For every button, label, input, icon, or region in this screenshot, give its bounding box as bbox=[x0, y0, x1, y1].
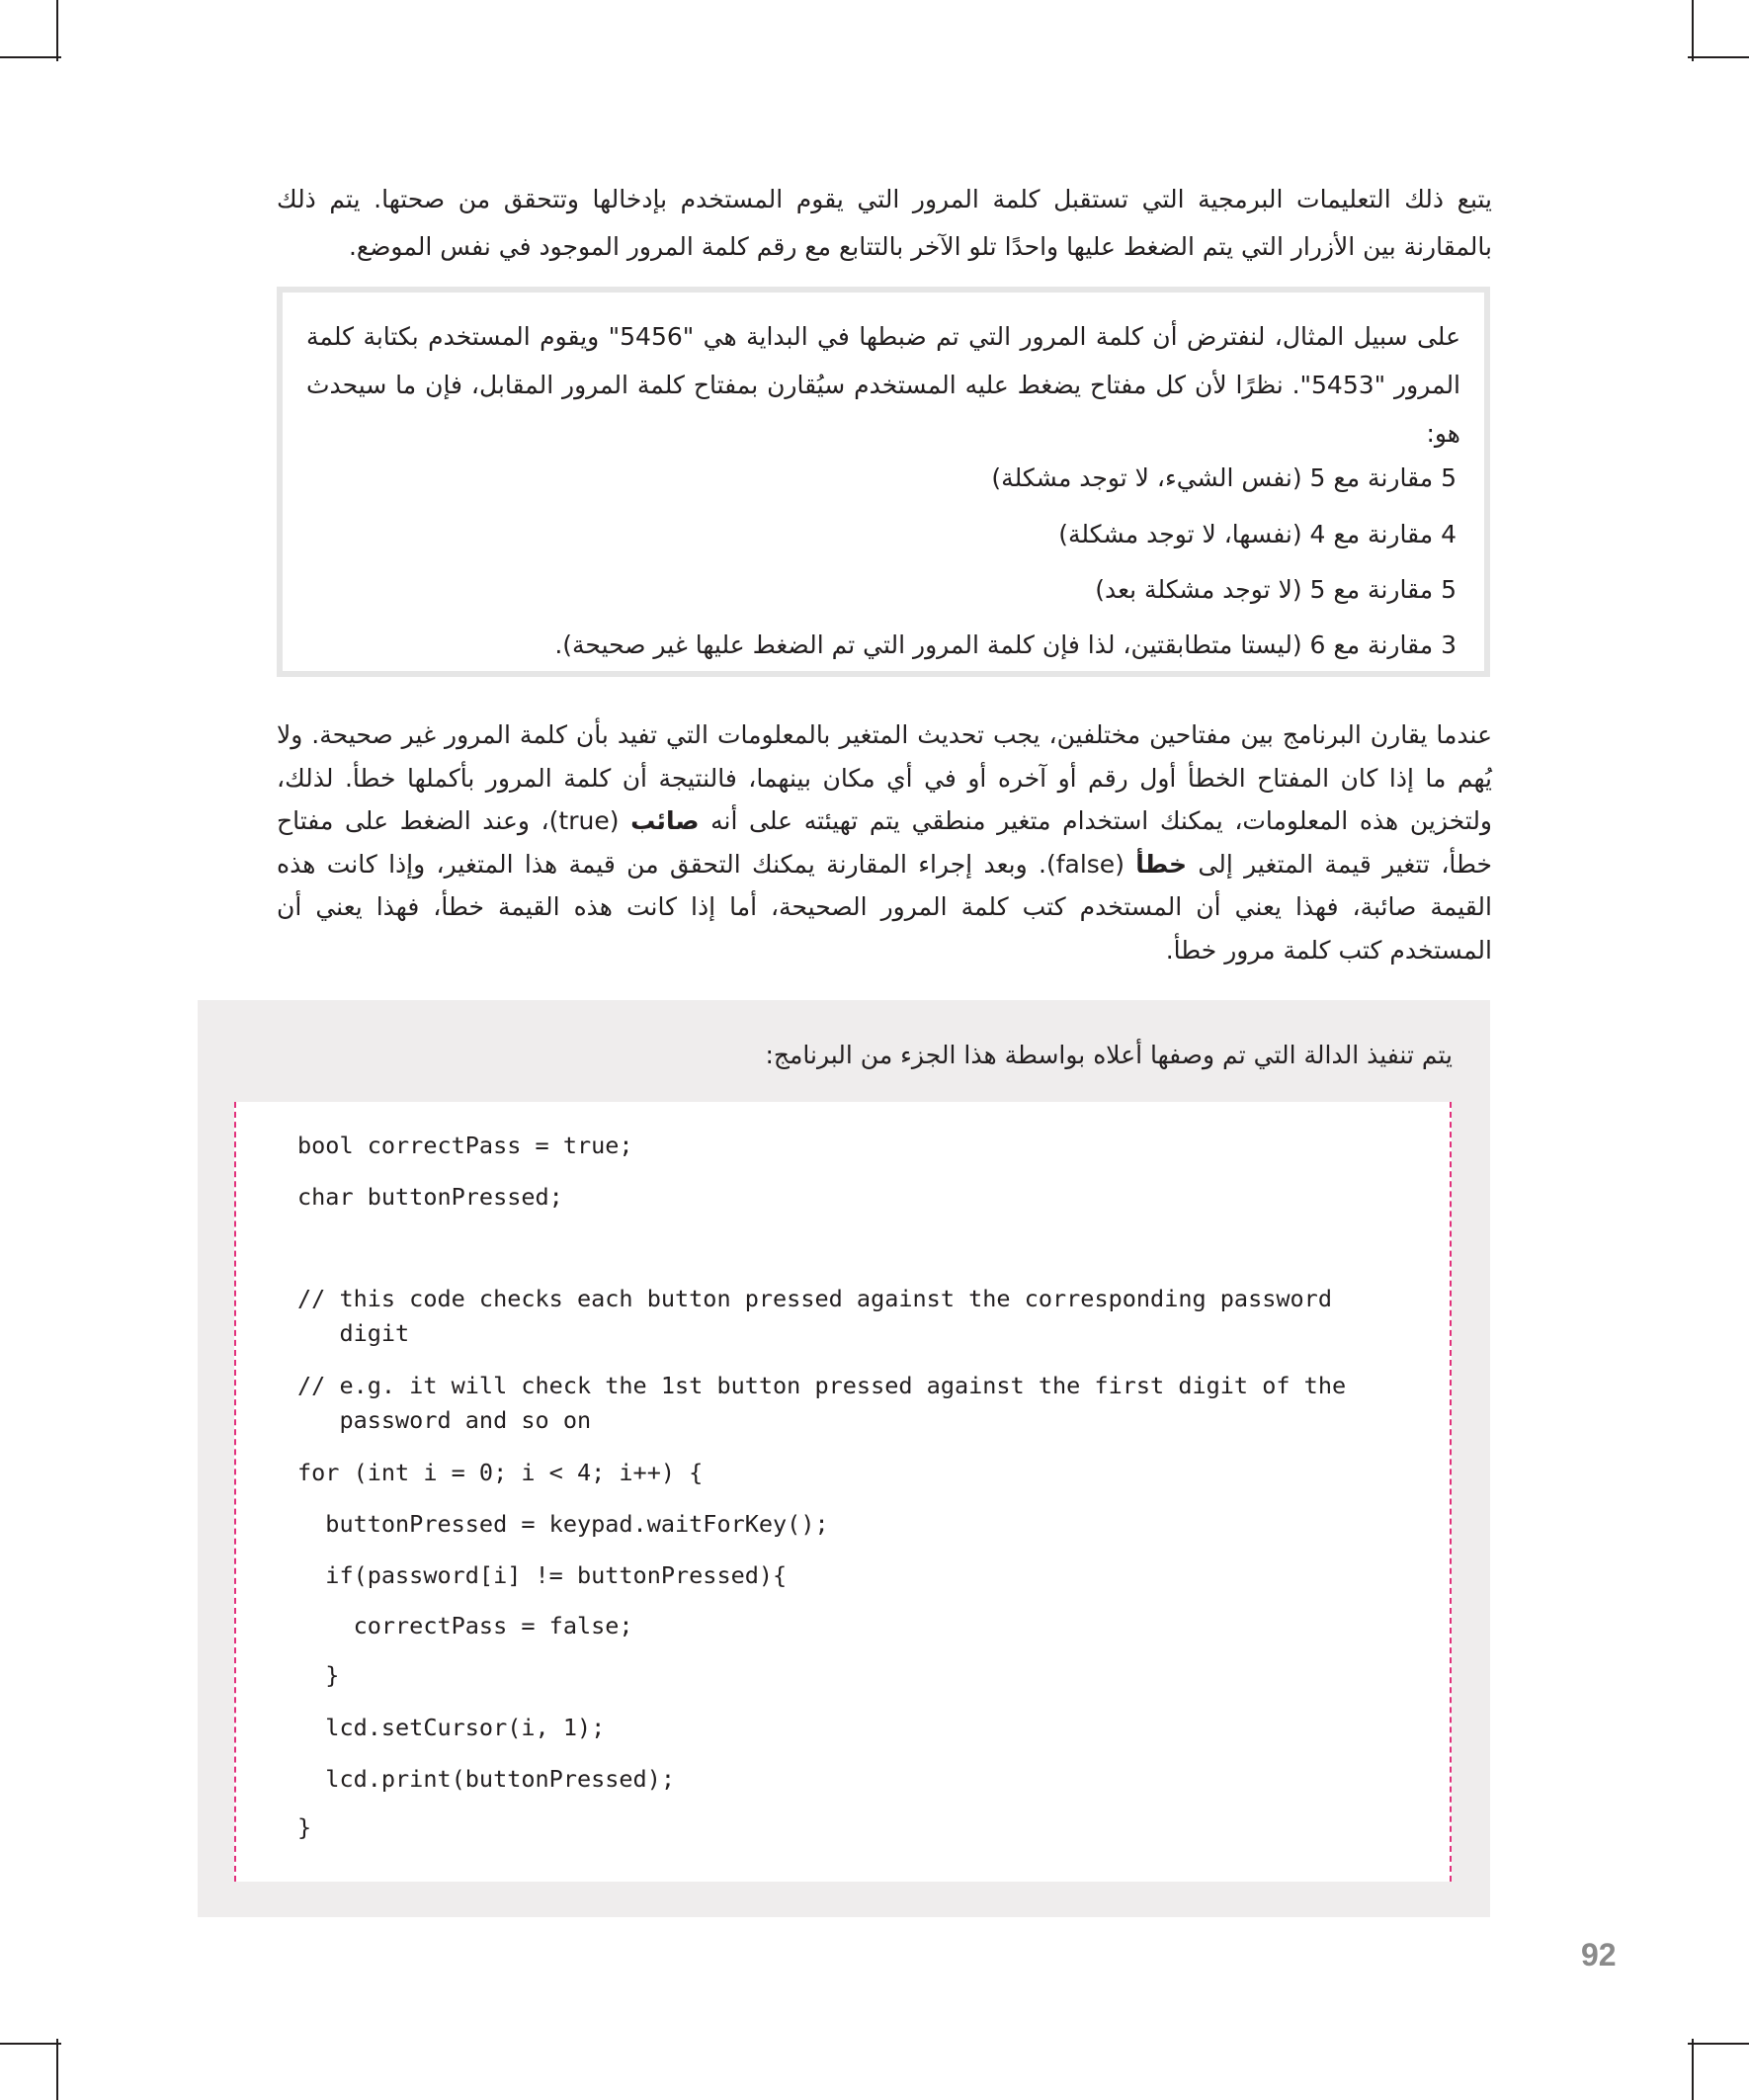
false-code: (false) bbox=[1045, 849, 1136, 879]
code-line: bool correctPass = true; bbox=[297, 1132, 633, 1159]
code-line: lcd.setCursor(i, 1); bbox=[297, 1714, 606, 1741]
code-block bbox=[234, 1102, 1452, 1882]
true-term: صائب bbox=[630, 806, 700, 835]
paragraph-text: ، وعند الضغط على مفتاح خطأ، تتغير قيمة المتغير إلى bbox=[277, 806, 1492, 879]
crop-mark bbox=[1692, 2039, 1694, 2100]
example-intro: على سبيل المثال، لنفترض أن كلمة المرور التي تم ضبطها في البداية هي "5456" ويقوم المستخدم بكتابة كلمة المرور "5453". نظرًا لأن كل مفتاح يضغط عليه المستخدم سيُقارن بمفتاح كلمة المرور المقابل، فإن ما سيحدث هو: bbox=[306, 322, 1461, 448]
example-line: 3 مقارنة مع 6 (ليستا متطابقتين، لذا فإن كلمة المرور التي تم الضغط عليها غير صحيحة). bbox=[554, 630, 1457, 659]
paragraph-text: . وبعد إجراء المقارنة يمكنك التحقق من قيمة هذا المتغير، وإذا كانت هذه القيمة صائبة، فهذا يعني أن المستخدم كتب كلمة المرور الصحيحة، أما إذا كانت هذه القيمة خطأ، فهذا يعني أن المستخدم كتب كلمة مرور خطأ. bbox=[277, 849, 1492, 965]
code-line: if(password[i] != buttonPressed){ bbox=[297, 1561, 788, 1589]
code-line: } bbox=[297, 1813, 312, 1841]
code-line: digit bbox=[297, 1319, 410, 1347]
crop-mark bbox=[1688, 56, 1749, 58]
true-code: (true) bbox=[548, 806, 631, 835]
false-term: خطأ bbox=[1135, 849, 1188, 879]
crop-mark bbox=[0, 2043, 61, 2045]
crop-mark bbox=[0, 56, 61, 58]
code-panel bbox=[198, 1000, 1490, 1917]
crop-mark bbox=[56, 2039, 58, 2100]
crop-mark bbox=[56, 0, 58, 61]
crop-mark bbox=[1692, 0, 1694, 61]
main-paragraph bbox=[277, 714, 1492, 971]
code-line: buttonPressed = keypad.waitForKey(); bbox=[297, 1510, 829, 1538]
code-line: // e.g. it will check the 1st button pressed against the first digit of the bbox=[297, 1372, 1347, 1399]
example-line: 4 مقارنة مع 4 (نفسها، لا توجد مشكلة) bbox=[1058, 520, 1457, 548]
code-intro: يتم تنفيذ الدالة التي تم وصفها أعلاه بواسطة هذا الجزء من البرنامج: bbox=[765, 1041, 1453, 1069]
code-line: for (int i = 0; i < 4; i++) { bbox=[297, 1459, 704, 1486]
code-line: } bbox=[297, 1661, 340, 1689]
code-line: correctPass = false; bbox=[297, 1612, 633, 1639]
example-box bbox=[277, 287, 1490, 677]
paragraph-text: عندما يقارن البرنامج بين مفتاحين مختلفين، يجب تحديث المتغير بالمعلومات التي تفيد بأن كلمة المرور غير صحيحة. ولا يُهم ما إذا كان المفتاح الخطأ أول رقم أو آخره أو في أي مكان بينهما، فالنتيجة أن كلمة المرور بأكملها خطأ. لذلك، ولتخزين هذه المعلومات، يمكنك استخدام متغير منطقي يتم تهيئته على أنه bbox=[277, 720, 1493, 835]
example-line: 5 مقارنة مع 5 (نفس الشيء، لا توجد مشكلة) bbox=[991, 463, 1457, 492]
code-line: char buttonPressed; bbox=[297, 1183, 563, 1211]
code-line: lcd.print(buttonPressed); bbox=[297, 1765, 676, 1793]
page-number: 92 bbox=[1581, 1937, 1617, 1973]
crop-mark bbox=[1688, 2043, 1749, 2045]
example-line: 5 مقارنة مع 5 (لا توجد مشكلة بعد) bbox=[1095, 575, 1457, 604]
code-line: // this code checks each button pressed against the corresponding password bbox=[297, 1285, 1332, 1312]
intro-paragraph: يتبع ذلك التعليمات البرمجية التي تستقبل كلمة المرور التي يقوم المستخدم بإدخالها وتتحقق من صحتها. يتم ذلك بالمقارنة بين الأزرار التي يتم الضغط عليها واحدًا تلو الآخر بالتتابع مع رقم كلمة المرور الموجود في نفس الموضع. bbox=[277, 185, 1492, 261]
code-line: password and so on bbox=[297, 1406, 592, 1434]
